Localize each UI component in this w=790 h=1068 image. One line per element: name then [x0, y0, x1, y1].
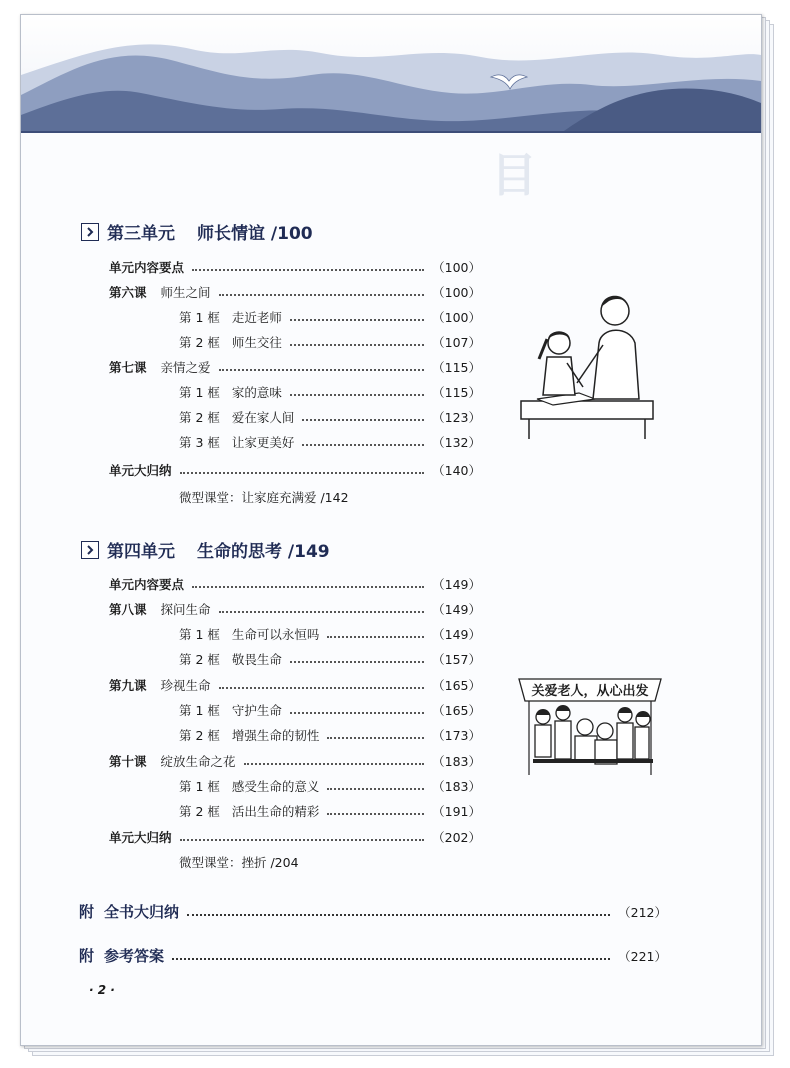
dot-leader: [180, 472, 425, 474]
dot-leader: [219, 294, 425, 296]
entry-label: 单元内容要点: [109, 577, 185, 592]
unit3-title: 师长情谊 /100: [197, 224, 313, 244]
page-number: （202）: [432, 830, 481, 845]
appendix-summary-entry[interactable]: [79, 901, 667, 922]
dot-leader: [327, 813, 424, 815]
lesson-10-frame-1-entry[interactable]: [179, 777, 481, 795]
page-number: （123）: [432, 410, 481, 425]
frame-label: 第 2 框: [179, 728, 220, 743]
page-number: （191）: [432, 804, 481, 819]
frame-title: 爱在家人间: [231, 410, 295, 425]
dot-leader: [290, 344, 424, 346]
frame-title: 让家更美好: [231, 435, 295, 450]
page-number: （149）: [432, 577, 481, 592]
lesson-7-frame-3-entry[interactable]: [179, 433, 481, 451]
page-number: （173）: [432, 728, 481, 743]
lesson-6-frame-2-entry[interactable]: [179, 333, 481, 351]
frame-title: 感受生命的意义: [231, 779, 320, 794]
unit4-micro-class[interactable]: 微型课堂：挫折 /204: [179, 855, 299, 870]
entry-label: 单元内容要点: [109, 260, 185, 275]
frame-label: 第 2 框: [179, 652, 220, 667]
page-number: （100）: [432, 285, 481, 300]
appendix-title: 全书大归纳: [104, 903, 180, 921]
page-number: （165）: [432, 703, 481, 718]
dot-leader: [187, 914, 610, 916]
dot-leader: [302, 444, 424, 446]
lesson-7-frame-1-entry[interactable]: [179, 383, 481, 401]
appendix-answers-entry[interactable]: [79, 945, 667, 966]
frame-label: 第 1 框: [179, 310, 220, 325]
teacher-student-illustration: [517, 283, 667, 443]
dot-leader: [244, 763, 425, 765]
lesson-title: 师生之间: [160, 285, 211, 300]
frame-title: 走近老师: [231, 310, 282, 325]
lesson-7-entry[interactable]: [109, 358, 481, 376]
ghost-watermark: 目: [491, 148, 537, 202]
frame-label: 第 2 框: [179, 804, 220, 819]
sign-text: 关爱老人，从心出发: [531, 684, 649, 699]
page-number: （107）: [432, 335, 481, 350]
page-number: （183）: [432, 754, 481, 769]
lesson-label: 第七课: [109, 360, 147, 375]
lesson-8-entry[interactable]: [109, 600, 481, 618]
toc-page: [20, 14, 762, 1046]
lesson-title: 绽放生命之花: [160, 754, 236, 769]
dot-leader: [290, 661, 424, 663]
page-number: （100）: [432, 260, 481, 275]
lesson-label: 第八课: [109, 602, 147, 617]
unit3-summary-entry[interactable]: [109, 461, 481, 479]
frame-label: 第 3 框: [179, 435, 220, 450]
lesson-10-frame-2-entry[interactable]: [179, 802, 481, 820]
lesson-9-frame-2-entry[interactable]: [179, 726, 481, 744]
page-number: （115）: [432, 360, 481, 375]
lesson-6-entry[interactable]: [109, 283, 481, 301]
dot-leader: [192, 269, 424, 271]
page-number: （183）: [432, 779, 481, 794]
dot-leader: [290, 712, 424, 714]
frame-title: 守护生命: [231, 703, 282, 718]
dot-leader: [219, 369, 425, 371]
dot-leader: [290, 394, 424, 396]
entry-label: 单元大归纳: [109, 463, 172, 478]
dot-leader: [290, 319, 424, 321]
chevron-right-icon: [81, 223, 99, 241]
appendix-title: 参考答案: [104, 947, 165, 965]
dot-leader: [219, 687, 425, 689]
dot-leader: [327, 636, 424, 638]
frame-title: 活出生命的精彩: [231, 804, 320, 819]
lesson-label: 第十课: [109, 754, 147, 769]
page-number: （149）: [432, 627, 481, 642]
page-number: （221）: [618, 948, 667, 964]
frame-label: 第 1 框: [179, 627, 220, 642]
unit4-heading[interactable]: [81, 537, 330, 562]
unit4-number: 第四单元: [107, 542, 175, 562]
lesson-8-frame-2-entry[interactable]: [179, 650, 481, 668]
care-for-elderly-illustration: [505, 671, 675, 781]
unit4-summary-entry[interactable]: [109, 828, 481, 846]
appendix-prefix: 附: [79, 947, 95, 965]
page-number: （140）: [432, 463, 481, 478]
lesson-10-entry[interactable]: [109, 752, 481, 770]
lesson-9-frame-1-entry[interactable]: [179, 701, 481, 719]
lesson-8-frame-1-entry[interactable]: [179, 625, 481, 643]
unit3-micro-class[interactable]: 微型课堂：让家庭充满爱 /142: [179, 490, 349, 505]
lesson-7-frame-2-entry[interactable]: [179, 408, 481, 426]
dot-leader: [180, 839, 425, 841]
frame-title: 生命可以永恒吗: [231, 627, 320, 642]
lesson-9-entry[interactable]: [109, 676, 481, 694]
lesson-title: 探问生命: [160, 602, 211, 617]
dot-leader: [302, 419, 424, 421]
lesson-title: 亲情之爱: [160, 360, 211, 375]
chevron-right-icon: [81, 541, 99, 559]
lesson-6-frame-1-entry[interactable]: [179, 308, 481, 326]
frame-label: 第 1 框: [179, 385, 220, 400]
lesson-title: 珍视生命: [160, 678, 211, 693]
dot-leader: [327, 788, 424, 790]
page-number: （115）: [432, 385, 481, 400]
lesson-label: 第六课: [109, 285, 147, 300]
frame-label: 第 2 框: [179, 410, 220, 425]
dot-leader: [219, 611, 425, 613]
page-number: （212）: [618, 904, 667, 920]
dot-leader: [327, 737, 424, 739]
frame-title: 师生交往: [231, 335, 282, 350]
dot-leader: [172, 958, 610, 960]
page-number: （165）: [432, 678, 481, 693]
frame-label: 第 1 框: [179, 779, 220, 794]
appendix-prefix: 附: [79, 903, 95, 921]
lesson-label: 第九课: [109, 678, 147, 693]
unit4-key-points-entry[interactable]: [109, 575, 481, 593]
entry-label: 单元大归纳: [109, 830, 172, 845]
frame-title: 家的意味: [231, 385, 282, 400]
frame-title: 增强生命的韧性: [231, 728, 320, 743]
frame-label: 第 1 框: [179, 703, 220, 718]
unit4-title: 生命的思考 /149: [197, 542, 330, 562]
frame-label: 第 2 框: [179, 335, 220, 350]
unit3-key-points-entry[interactable]: [109, 258, 481, 276]
unit3-heading[interactable]: [81, 219, 313, 244]
page-folio: · 2 ·: [89, 983, 115, 997]
mountain-banner: [21, 15, 761, 133]
unit3-number: 第三单元: [107, 224, 175, 244]
frame-title: 敬畏生命: [231, 652, 282, 667]
dot-leader: [192, 586, 424, 588]
page-number: （132）: [432, 435, 481, 450]
page-number: （100）: [432, 310, 481, 325]
page-number: （157）: [432, 652, 481, 667]
page-number: （149）: [432, 602, 481, 617]
